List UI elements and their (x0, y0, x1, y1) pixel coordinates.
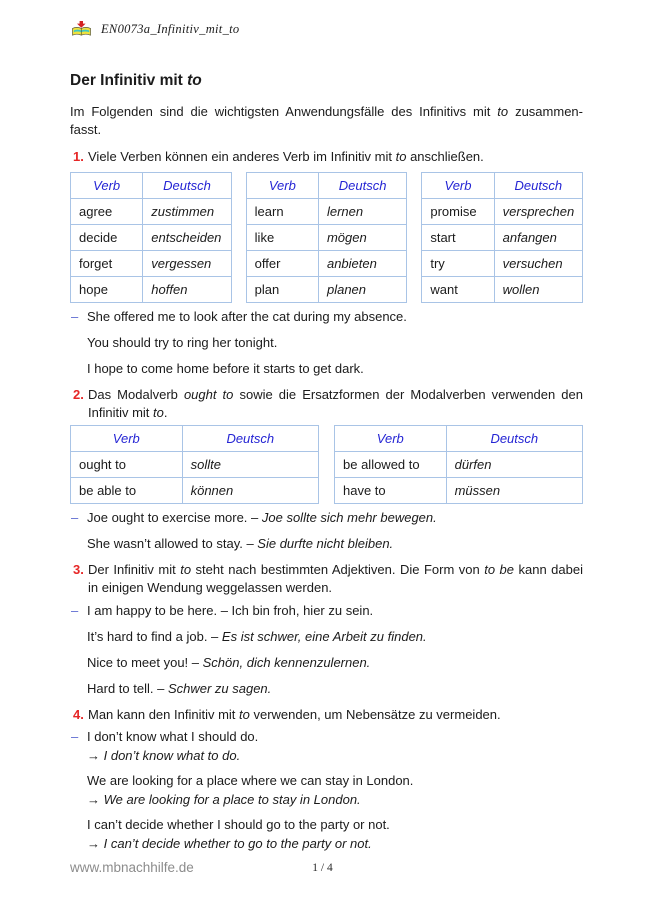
plain-text: . (163, 405, 168, 420)
item-number: 1. (73, 149, 84, 164)
verb-cell: promise (422, 199, 494, 225)
table-row (71, 277, 232, 303)
german-cell: hoffen (143, 277, 231, 303)
example-line (70, 602, 583, 620)
german-cell: müssen (446, 478, 582, 504)
italic-text: Es ist schwer, eine Arbeit zu finden. (221, 629, 427, 644)
dash-marker: – (71, 603, 79, 618)
column-header: Deutsch (143, 173, 231, 199)
column-header: Verb (335, 426, 447, 452)
item-number: 3. (73, 562, 84, 577)
table-row (246, 277, 407, 303)
italic-text: to (180, 562, 192, 577)
german-cell: anbieten (318, 251, 406, 277)
vocab-table (334, 425, 583, 504)
examples-section-4 (70, 728, 583, 853)
italic-text: to (239, 707, 250, 722)
verb-deutsch-table (70, 172, 232, 303)
examples-section-2 (70, 509, 583, 553)
plain-text: Man kann den Infinitiv mit (88, 707, 240, 722)
german-cell: wollen (494, 277, 582, 303)
plain-text: Joe ought to exercise more. – (87, 510, 262, 525)
plain-text: I hope to come home before it starts to get dark. (87, 361, 364, 376)
column-header: Deutsch (494, 173, 582, 199)
item-text (88, 561, 583, 597)
italic-text: Schön, dich kennenzulernen. (202, 655, 371, 670)
table-row (71, 225, 232, 251)
verb-cell: have to (335, 478, 447, 504)
dash-marker: – (71, 510, 79, 525)
verb-cell: hope (71, 277, 143, 303)
plain-text: → (87, 748, 104, 763)
german-cell: mögen (318, 225, 406, 251)
italic-text: to (153, 405, 164, 420)
table-row (71, 452, 319, 478)
item-text-line (88, 148, 583, 166)
example-line (70, 680, 583, 698)
german-cell: versprechen (494, 199, 582, 225)
verb-cell: like (246, 225, 318, 251)
plain-text: I can’t decide whether I should go to the party or not. (87, 817, 390, 832)
example-line (70, 791, 583, 809)
plain-text: Hard to tell. – (87, 681, 168, 696)
table-row (246, 225, 407, 251)
dash-marker: – (71, 309, 79, 324)
german-cell: planen (318, 277, 406, 303)
example-line (70, 816, 583, 834)
table-row (335, 478, 583, 504)
item-text-line (88, 706, 583, 724)
table-row (71, 251, 232, 277)
german-cell: zustimmen (143, 199, 231, 225)
plain-text: I am happy to be here. – Ich bin froh, hier zu sein. (87, 603, 374, 618)
plain-text: I don’t know what I should do. (87, 729, 259, 744)
german-cell: vergessen (143, 251, 231, 277)
german-cell: entscheiden (143, 225, 231, 251)
italic-text: to (187, 72, 202, 89)
plain-text: steht nach bestimmten Adjektiven. Die Form von (191, 562, 485, 577)
website-url: www.mbnachhilfe.de (70, 860, 194, 875)
table-row (422, 199, 583, 225)
german-cell: können (182, 478, 318, 504)
example-line (70, 654, 583, 672)
dash-marker: – (71, 729, 79, 744)
column-header: Verb (71, 173, 143, 199)
verb-deutsch-table (421, 172, 583, 303)
verb-cell: be allowed to (335, 452, 447, 478)
column-header: Verb (246, 173, 318, 199)
plain-text: Nice to meet you! – (87, 655, 203, 670)
verb-cell: plan (246, 277, 318, 303)
italic-text: ought to (183, 387, 234, 402)
table-row (422, 225, 583, 251)
plain-text: Im Folgenden sind die wichtigsten Anwendungsfälle des Infinitivs mit (70, 104, 498, 119)
example-line (70, 747, 583, 765)
intro-paragraph (70, 103, 583, 139)
italic-text: to (497, 104, 509, 119)
plain-text: sowie die Ersatzformen der Modalverben verwenden den (233, 387, 583, 402)
column-header: Verb (71, 426, 183, 452)
example-line (70, 360, 583, 378)
item-text-line (88, 404, 583, 422)
vocab-table (70, 425, 319, 504)
vocab-table (421, 172, 583, 303)
plain-text: Viele Verben können ein anderes Verb im Infinitiv mit (88, 149, 396, 164)
verb-cell: try (422, 251, 494, 277)
plain-text: → (87, 792, 104, 807)
item-text-line (88, 561, 583, 579)
intro-line (70, 121, 583, 139)
examples-section-1 (70, 308, 583, 378)
plain-text: She offered me to look after the cat during my absence. (87, 309, 407, 324)
verb-cell: want (422, 277, 494, 303)
column-header: Deutsch (446, 426, 582, 452)
italic-text: Joe sollte sich mehr bewegen. (261, 510, 437, 525)
plain-text: → (87, 836, 104, 851)
table-row (335, 452, 583, 478)
plain-text: zusammen- (508, 104, 583, 119)
german-cell: dürfen (446, 452, 582, 478)
intro-line (70, 103, 583, 121)
open-book-logo-icon (71, 20, 92, 38)
table-row (422, 277, 583, 303)
verb-deutsch-table (246, 172, 408, 303)
item-number: 4. (73, 707, 84, 722)
verb-cell: forget (71, 251, 143, 277)
plain-text: She wasn’t allowed to stay. – (87, 536, 258, 551)
table-row (246, 251, 407, 277)
table-row (422, 251, 583, 277)
verb-cell: learn (246, 199, 318, 225)
italic-text: Schwer zu sagen. (167, 681, 272, 696)
plain-text: Der Infinitiv mit (88, 562, 181, 577)
numbered-item-2 (70, 386, 583, 422)
example-line (70, 509, 583, 527)
table-row (246, 199, 407, 225)
plain-text: It’s hard to find a job. – (87, 629, 222, 644)
numbered-item-3 (70, 561, 583, 597)
item-text (88, 148, 583, 166)
vocab-table (246, 172, 408, 303)
plain-text: We are looking for a place where we can stay in London. (87, 773, 414, 788)
german-cell: lernen (318, 199, 406, 225)
plain-text: kann dabei (514, 562, 583, 577)
plain-text: You should try to ring her tonight. (87, 335, 278, 350)
verb-cell: ought to (71, 452, 183, 478)
column-header: Verb (422, 173, 494, 199)
column-header: Deutsch (318, 173, 406, 199)
item-text-line (88, 579, 583, 597)
table-row (71, 478, 319, 504)
item-text (88, 706, 583, 724)
examples-section-3 (70, 602, 583, 698)
verb-cell: offer (246, 251, 318, 277)
vocab-tables-row-2 (70, 425, 583, 504)
numbered-item-1 (70, 148, 583, 166)
page-footer (0, 860, 645, 878)
example-line (70, 835, 583, 853)
example-line (70, 308, 583, 326)
example-line (70, 628, 583, 646)
vocab-tables-row-1 (70, 172, 583, 303)
verb-deutsch-table (334, 425, 583, 504)
document-header (71, 0, 583, 38)
verb-cell: be able to (71, 478, 183, 504)
page-number: 1 / 4 (312, 862, 333, 874)
plain-text: fasst. (70, 122, 102, 137)
item-number: 2. (73, 387, 84, 402)
plain-text: Der Infinitiv mit (70, 72, 188, 89)
italic-text: to (395, 149, 407, 164)
verb-cell: agree (71, 199, 143, 225)
verb-deutsch-table (70, 425, 319, 504)
german-cell: versuchen (494, 251, 582, 277)
example-line (70, 728, 583, 746)
column-header: Deutsch (182, 426, 318, 452)
plain-text: in einigen Wendung weggelassen werden. (88, 580, 333, 595)
german-cell: anfangen (494, 225, 582, 251)
italic-text: to be (484, 562, 515, 577)
page-title (70, 72, 583, 90)
vocab-table (70, 172, 232, 303)
plain-text: anschließen. (406, 149, 484, 164)
german-cell: sollte (182, 452, 318, 478)
plain-text: verwenden, um Nebensätze zu vermeiden. (249, 707, 501, 722)
document-filename: EN0073a_Infinitiv_mit_to (101, 21, 240, 36)
verb-cell: start (422, 225, 494, 251)
italic-text: We are looking for a place to stay in London. (103, 792, 361, 807)
item-text-line (88, 386, 583, 404)
plain-text: Infinitiv mit (88, 405, 154, 420)
plain-text: Das Modalverb (88, 387, 184, 402)
item-text (88, 386, 583, 422)
italic-text: I don’t know what to do. (103, 748, 241, 763)
italic-text: Sie durfte nicht bleiben. (257, 536, 394, 551)
italic-text: I can’t decide whether to go to the party or not. (103, 836, 372, 851)
numbered-item-4 (70, 706, 583, 724)
verb-cell: decide (71, 225, 143, 251)
example-line (70, 535, 583, 553)
example-line (70, 772, 583, 790)
table-row (71, 199, 232, 225)
example-line (70, 334, 583, 352)
